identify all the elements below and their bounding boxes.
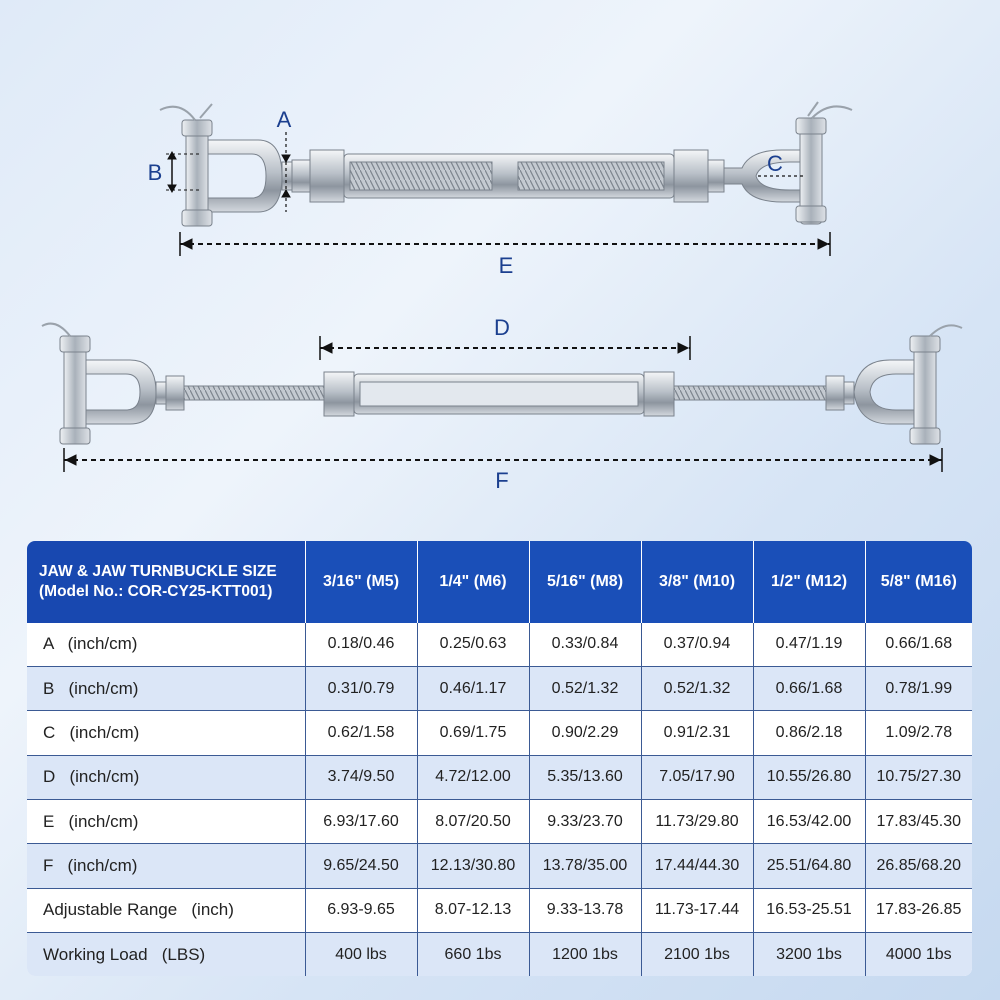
table-cell: 17.44/44.30 (641, 844, 753, 888)
table-cell: 0.52/1.32 (529, 666, 641, 710)
table-row-e (27, 799, 972, 843)
table-row-f (27, 844, 972, 888)
table-cell: 9.65/24.50 (305, 844, 417, 888)
table-cell: 2100 1bs (641, 933, 753, 976)
table-cell: 17.83/45.30 (865, 799, 972, 843)
table-cell: 1200 1bs (529, 933, 641, 976)
model-number: (Model No.: COR-CY25-KTT001) (39, 583, 273, 600)
table-cell: 0.86/2.18 (753, 711, 865, 755)
table-cell: 9.33/23.70 (529, 799, 641, 843)
spec-table (27, 541, 972, 976)
table-cell: 0.78/1.99 (865, 666, 972, 710)
size-column-header (27, 541, 305, 623)
table-cell: 26.85/68.20 (865, 844, 972, 888)
table-cell: 16.53-25.51 (753, 888, 865, 932)
table-cell: 11.73/29.80 (641, 799, 753, 843)
table-cell: 0.66/1.68 (753, 666, 865, 710)
table-cell: 25.51/64.80 (753, 844, 865, 888)
turnbuckle-closed (160, 102, 852, 226)
table-cell: 0.90/2.29 (529, 711, 641, 755)
row-label: A (inch/cm) (27, 623, 305, 666)
row-label: E (inch/cm) (27, 799, 305, 843)
table-cell: 0.33/0.84 (529, 623, 641, 666)
dimension-c-label: C (767, 151, 783, 176)
table-cell: 11.73-17.44 (641, 888, 753, 932)
table-cell: 3.74/9.50 (305, 755, 417, 799)
table-cell: 0.52/1.32 (641, 666, 753, 710)
table-cell: 9.33-13.78 (529, 888, 641, 932)
size-header: 5/16" (M8) (529, 541, 641, 623)
table-cell: 4000 1bs (865, 933, 972, 976)
row-label: D (inch/cm) (27, 755, 305, 799)
table-cell: 0.46/1.17 (417, 666, 529, 710)
table-cell: 4.72/12.00 (417, 755, 529, 799)
table-cell: 0.91/2.31 (641, 711, 753, 755)
table-cell: 0.18/0.46 (305, 623, 417, 666)
table-row-a (27, 623, 972, 666)
size-header: 1/4" (M6) (417, 541, 529, 623)
row-label: C (inch/cm) (27, 711, 305, 755)
row-label: Working Load (LBS) (27, 933, 305, 976)
size-header: 3/8" (M10) (641, 541, 753, 623)
table-cell: 660 1bs (417, 933, 529, 976)
size-header: 5/8" (M16) (865, 541, 972, 623)
table-cell: 0.62/1.58 (305, 711, 417, 755)
size-header-title: JAW & JAW TURNBUCKLE SIZE (39, 563, 277, 580)
table-cell: 7.05/17.90 (641, 755, 753, 799)
dimension-e-label: E (498, 253, 514, 278)
table-row-c (27, 711, 972, 755)
dimension-d-label: D (494, 315, 510, 340)
table-cell: 0.25/0.63 (417, 623, 529, 666)
table-cell: 5.35/13.60 (529, 755, 641, 799)
table-cell: 0.69/1.75 (417, 711, 529, 755)
row-label: Adjustable Range (inch) (27, 888, 305, 932)
dimension-f-label: F (495, 468, 509, 493)
table-row-working-load (27, 933, 972, 976)
size-header: 3/16" (M5) (305, 541, 417, 623)
table-cell: 6.93/17.60 (305, 799, 417, 843)
table-cell: 0.37/0.94 (641, 623, 753, 666)
table-cell: 17.83-26.85 (865, 888, 972, 932)
table-cell: 0.66/1.68 (865, 623, 972, 666)
table-cell: 6.93-9.65 (305, 888, 417, 932)
row-label: B (inch/cm) (27, 666, 305, 710)
table-cell: 8.07/20.50 (417, 799, 529, 843)
dimension-a-label: A (276, 107, 292, 132)
table-cell: 400 lbs (305, 933, 417, 976)
table-cell: 8.07-12.13 (417, 888, 529, 932)
table-cell: 1.09/2.78 (865, 711, 972, 755)
table-cell: 10.75/27.30 (865, 755, 972, 799)
table-header-row (27, 541, 972, 623)
spec-table-container (27, 541, 972, 976)
table-cell: 10.55/26.80 (753, 755, 865, 799)
turnbuckle-extended (42, 324, 962, 444)
table-cell: 16.53/42.00 (753, 799, 865, 843)
table-cell: 0.47/1.19 (753, 623, 865, 666)
dimension-b-label: B (147, 160, 163, 185)
table-cell: 0.31/0.79 (305, 666, 417, 710)
row-label: F (inch/cm) (27, 844, 305, 888)
table-row-d (27, 755, 972, 799)
table-row-adjustable-range (27, 888, 972, 932)
table-cell: 3200 1bs (753, 933, 865, 976)
table-cell: 12.13/30.80 (417, 844, 529, 888)
table-row-b (27, 666, 972, 710)
size-header: 1/2" (M12) (753, 541, 865, 623)
table-cell: 13.78/35.00 (529, 844, 641, 888)
